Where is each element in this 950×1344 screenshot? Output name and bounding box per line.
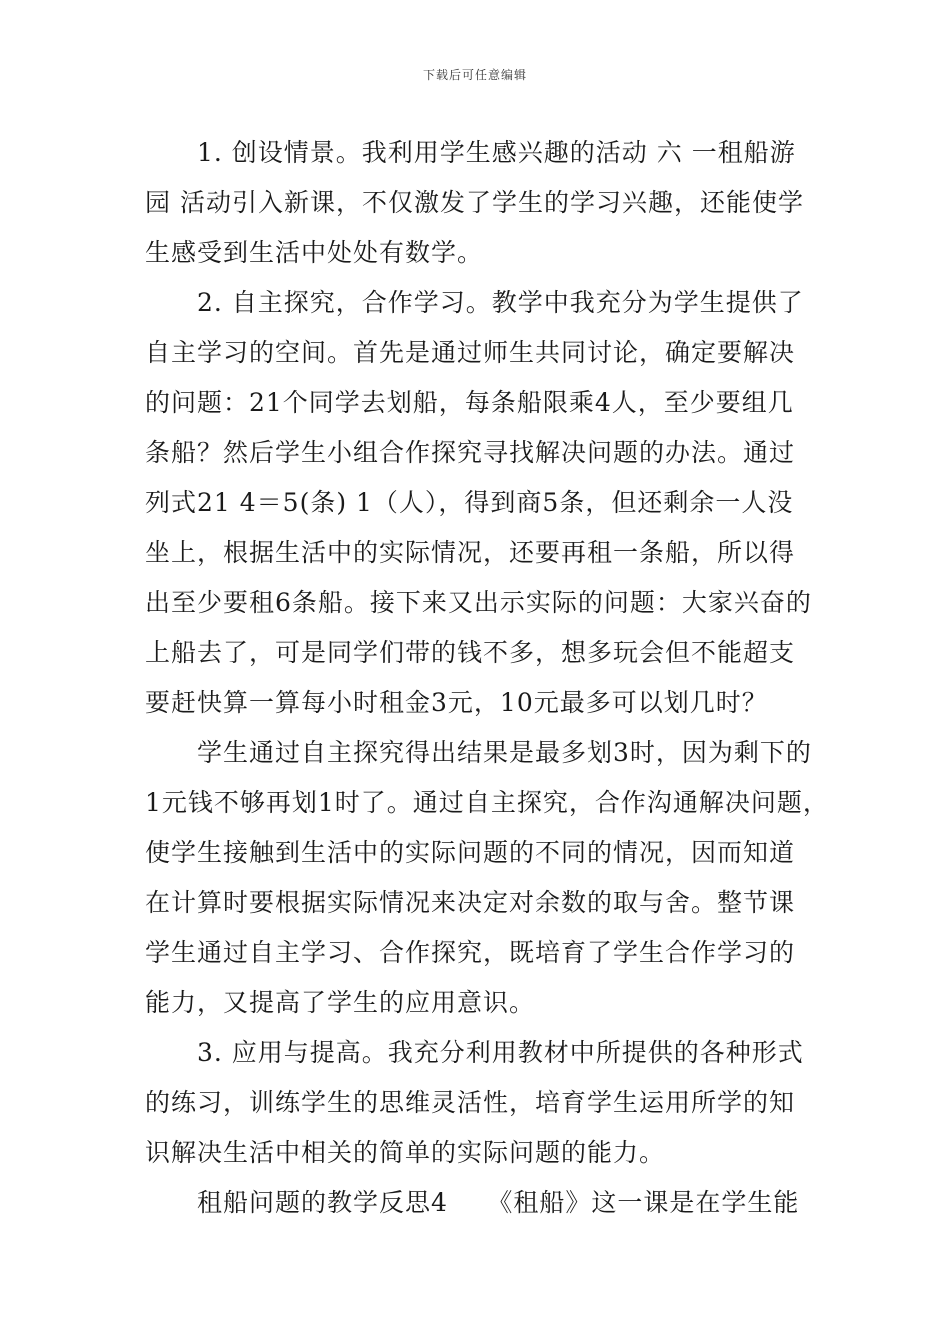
text-line: 的问题：21个同学去划船，每条船限乘4人，至少要组几 xyxy=(145,388,794,417)
text-line: 1元钱不够再划1时了。通过自主探究，合作沟通解决问题， xyxy=(145,788,829,817)
text-line: 生感受到生活中处处有数学。 xyxy=(145,238,484,267)
text-line: 上船去了，可是同学们带的钱不多，想多玩会但不能超支 xyxy=(145,638,796,667)
paragraph-5 xyxy=(145,1178,815,1228)
text-line: 租船问题的教学反思4 《租船》这一课是在学生能 xyxy=(197,1188,800,1217)
text-line: 在计算时要根据实际情况来决定对余数的取与舍。整节课 xyxy=(145,888,796,917)
text-line: 列式21 4＝5(条) 1（人），得到商5条，但还剩余一人没 xyxy=(145,488,794,517)
paragraph-1 xyxy=(145,128,815,278)
paragraph-3 xyxy=(145,728,829,1028)
document-body xyxy=(145,128,829,1228)
page-header: 下载后可任意编辑 xyxy=(422,68,527,82)
text-line: 的练习，训练学生的思维灵活性，培育学生运用所学的知 xyxy=(145,1088,796,1117)
text-line: 能力，又提高了学生的应用意识。 xyxy=(145,988,536,1017)
text-line: 坐上，根据生活中的实际情况，还要再租一条船，所以得 xyxy=(145,538,796,567)
text-line: 出至少要租6条船。接下来又出示实际的问题：大家兴奋的 xyxy=(145,588,812,617)
text-line: 学生通过自主学习、合作探究，既培育了学生合作学习的 xyxy=(145,938,796,967)
text-line: 要赶快算一算每小时租金3元，10元最多可以划几时？ xyxy=(145,688,768,717)
text-line: 识解决生活中相关的简单的实际问题的能力。 xyxy=(145,1138,666,1167)
paragraph-4 xyxy=(145,1028,815,1178)
text-line: 使学生接触到生活中的实际问题的不同的情况，因而知道 xyxy=(145,838,796,867)
text-line: 2. 自主探究，合作学习。教学中我充分为学生提供了 xyxy=(197,288,804,317)
text-line: 学生通过自主探究得出结果是最多划3时，因为剩下的 xyxy=(197,738,812,767)
text-line: 条船？然后学生小组合作探究寻找解决问题的办法。通过 xyxy=(145,438,796,467)
text-line: 1. 创设情景。我利用学生感兴趣的活动 六 一租船游 xyxy=(197,138,796,167)
text-line: 园 活动引入新课，不仅激发了学生的学习兴趣，还能使学 xyxy=(145,188,804,217)
text-line: 3. 应用与提高。我充分利用教材中所提供的各种形式 xyxy=(197,1038,804,1067)
text-line: 自主学习的空间。首先是通过师生共同讨论，确定要解决 xyxy=(145,338,796,367)
paragraph-2 xyxy=(145,278,815,728)
